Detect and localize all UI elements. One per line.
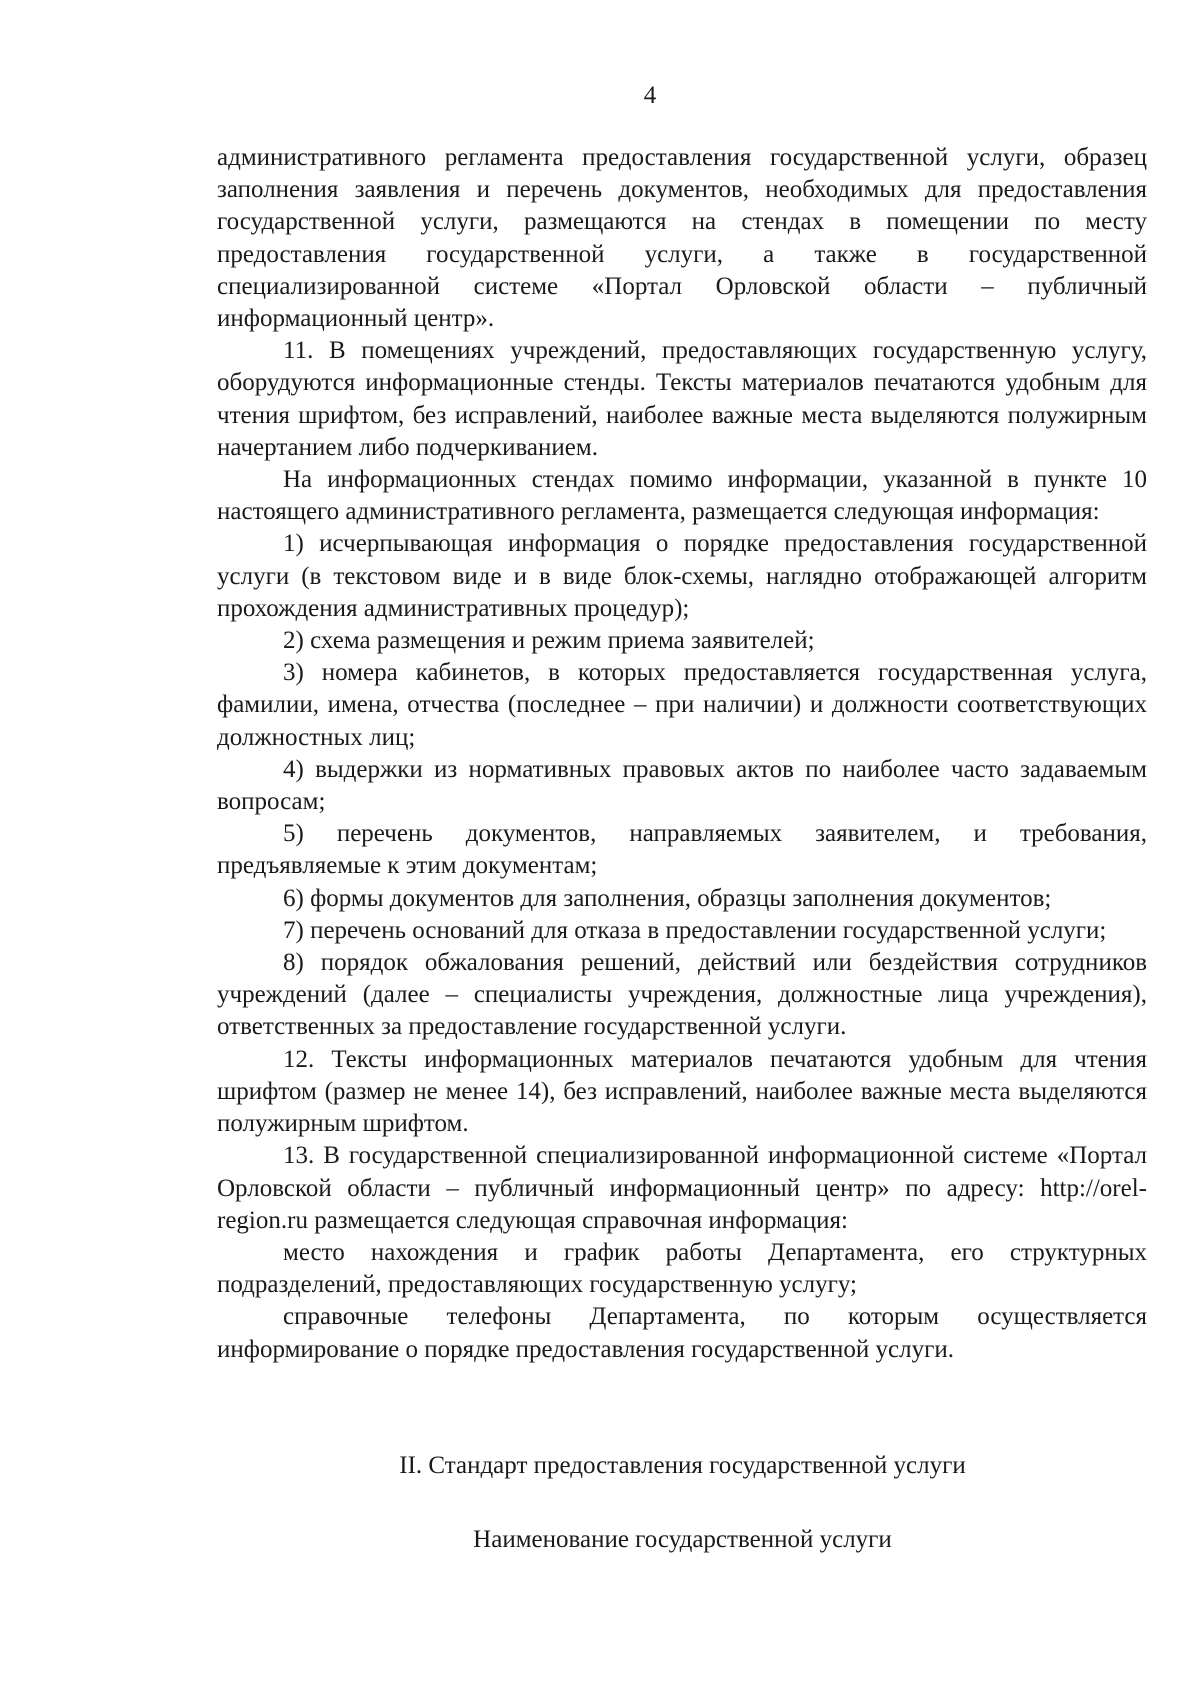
paragraph-continuation: административного регламента предоставления государственной услуги, образец заполнения заявления и перечень документов, необходимых для предоставления государственной услуги, размещаются на стендах в помещении по месту предоставления государственной услуги, а также в государственной специализированной системе «Портал Орловской области – публичный информационный центр». [217,144,1147,333]
paragraph-item-13: 13. В государственной специализированной информационной системе «Портал Орловской области – публичный информационный центр» по адресу: http://orel-region.ru размещается следующая справочная информация: [217,1142,1147,1234]
list-item-2: 2) схема размещения и режим приема заявителей; [283,627,815,655]
list-item-7: 7) перечень оснований для отказа в предоставлении государственной услуги; [283,916,1107,944]
list-item-3: 3) номера кабинетов, в которых предоставляется государственная услуга, фамилии, имена, отчества (последнее – при наличии) и должности соответствующих должностных лиц; [217,659,1147,751]
list-item-8: 8) порядок обжалования решений, действий или бездействия сотрудников учреждений (далее – специалисты учреждения, должностные лица учреждения), ответственных за предоставление государственной услуги. [217,949,1147,1041]
body-text [217,142,1147,1366]
section-heading: II. Стандарт предоставления государственной услуги [399,1452,966,1479]
paragraph-location-schedule: место нахождения и график работы Департамента, его структурных подразделений, предоставляющих государственную услугу; [217,1238,1147,1299]
list-item-4: 4) выдержки из нормативных правовых актов по наиболее часто задаваемым вопросам; [217,755,1147,816]
list-item-5: 5) перечень документов, направляемых заявителем, и требования, предъявляемые к этим документам; [217,820,1147,880]
paragraph-stands-info: На информационных стендах помимо информации, указанной в пункте 10 настоящего административного регламента, размещается следующая информация: [217,466,1147,526]
list-item-1: 1) исчерпывающая информация о порядке предоставления государственной услуги (в текстовом виде и в виде блок-схемы, наглядно отображающей алгоритм прохождения административных процедур); [217,530,1147,622]
list-item-6: 6) формы документов для заполнения, образцы заполнения документов; [283,884,1052,912]
paragraph-phones: справочные телефоны Департамента, по которым осуществляется информирование о порядке предоставления государственной услуги. [217,1303,1147,1363]
subsection-heading: Наименование государственной услуги [473,1526,892,1553]
page-number: 4 [643,82,657,109]
paragraph-item-12: 12. Тексты информационных материалов печатаются удобным для чтения шрифтом (размер не менее 14), без исправлений, наиболее важные места выделяются полужирным шрифтом. [217,1045,1147,1138]
paragraph-item-11: 11. В помещениях учреждений, предоставляющих государственную услугу, оборудуются информационные стенды. Тексты материалов печатаются удобным для чтения шрифтом, без исправлений, наиболее важные места выделяются полужирным начертанием либо подчеркиванием. [217,337,1147,461]
